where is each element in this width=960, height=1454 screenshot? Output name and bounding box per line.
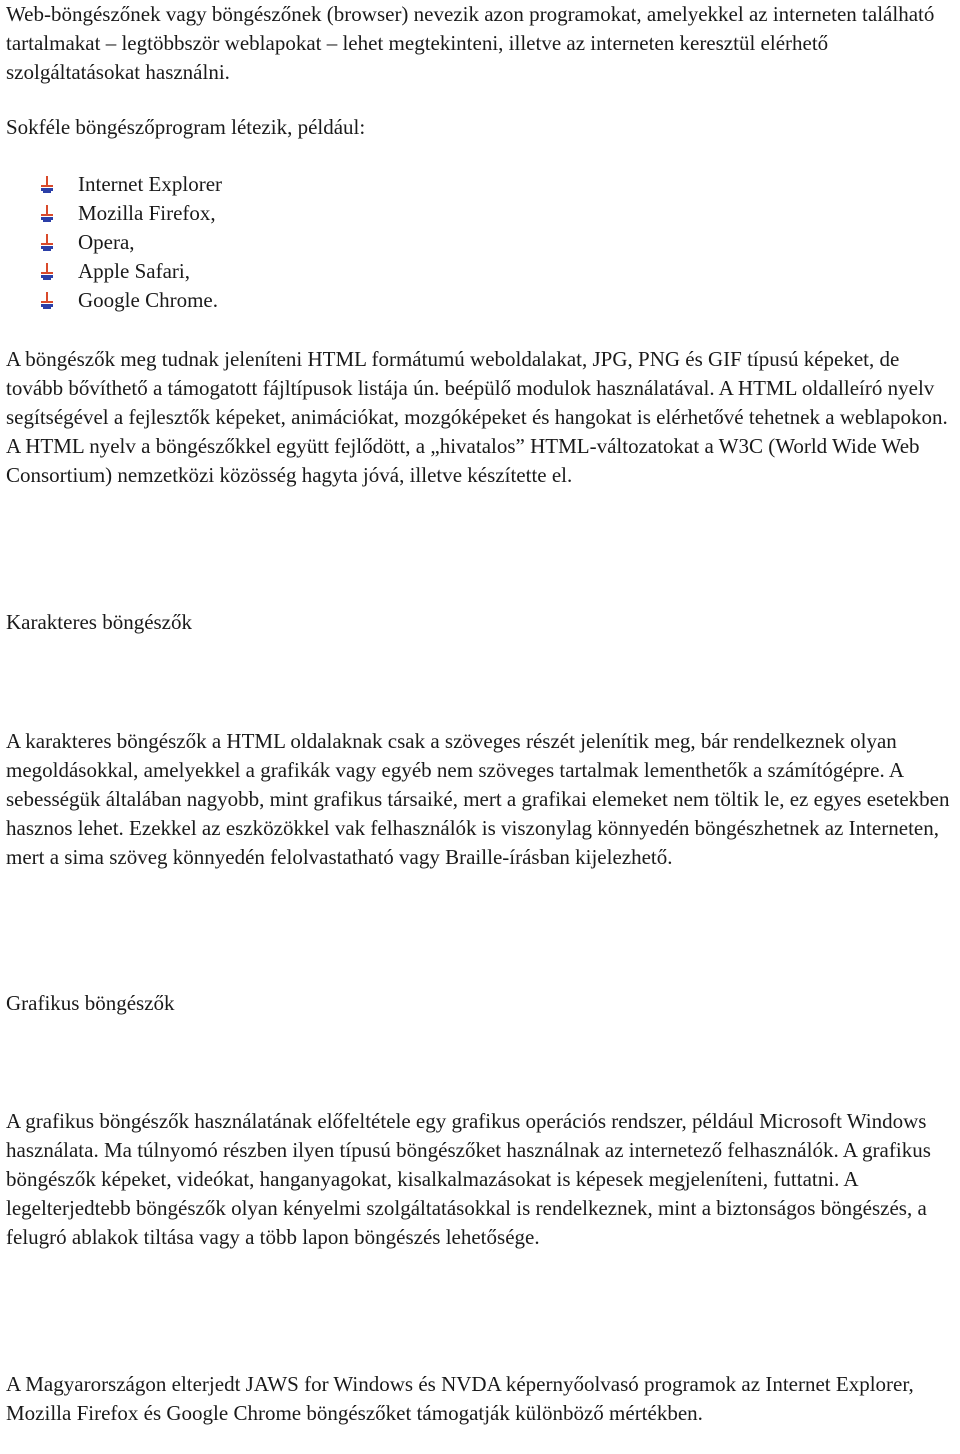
down-arrow-bullet-icon xyxy=(40,263,54,281)
list-item xyxy=(40,228,222,257)
text-browsers-paragraph: A karakteres böngészők a HTML oldalaknak csak a szöveges részét jelenítik meg, bár rendelkeznek olyan megoldásokkal, amelyekkel a grafikák vagy egyéb nem szöveges tartalmak lementhetők a számítógépre. A sebességük általában nagyobb, mint grafikus társaiké, mert a grafikai elemeket nem töltik le, ez egyes esetekben hasznos lehet. Ezekkel az eszközökkel vak felhasználók is viszonylag könnyedén böngészhetnek az Interneten, mert a sima szöveg könnyedén felolvastatható vagy Braille-írásban kijelezhető. xyxy=(6,729,950,869)
browser-list xyxy=(40,170,222,315)
file-formats-paragraph: A böngészők meg tudnak jeleníteni HTML formátumú weboldalakat, JPG, PNG és GIF típusú képeket, de tovább bővíthető a támogatott fájltípusok listája ún. beépülő modulok használatával. A HTML oldalleíró nyelv segítségével a fejlesztők képeket, animációkat, mozgóképeket és hangokat is elérhetővé tehetnek a weblapokon. A HTML nyelv a böngészőkkel együtt fejlődött, a „hivatalos” HTML-változatokat a W3C (World Wide Web Consortium) nemzetközi közösség hagyta jóvá, illetve készítette el. xyxy=(6,347,948,487)
list-item-label: Google Chrome. xyxy=(78,288,218,312)
down-arrow-bullet-icon xyxy=(40,234,54,252)
graphic-browsers-paragraph: A grafikus böngészők használatának előfeltétele egy grafikus operációs rendszer, például Microsoft Windows használata. Ma túlnyomó részben ilyen típusú böngészőket használnak az internetező felhasználók. A grafikus böngészők képeket, videókat, hanganyagokat, kisalkalmazásokat is képesek megjeleníteni, futtatni. A legelterjedtebb böngészők olyan kényelmi szolgáltatásokkal is rendelkeznek, mint a biztonságos böngészés, a felugró ablakok tiltása vagy a több lapon böngészés lehetősége. xyxy=(6,1109,931,1249)
section-heading-text-browsers: Karakteres böngészők xyxy=(6,610,193,634)
intro-paragraph: Web-böngészőnek vagy böngészőnek (browser) nevezik azon programokat, amelyekkel az interneten található tartalmakat – legtöbbször weblapokat – lehet megtekinteni, illetve az interneten keresztül elérhető szolgáltatásokat használni. xyxy=(6,2,935,84)
down-arrow-bullet-icon xyxy=(40,176,54,194)
screen-reader-paragraph: A Magyarországon elterjedt JAWS for Windows és NVDA képernyőolvasó programok az Internet Explorer, Mozilla Firefox és Google Chrome böngészőket támogatják különböző mértékben. xyxy=(6,1372,914,1425)
down-arrow-bullet-icon xyxy=(40,292,54,310)
list-item xyxy=(40,170,222,199)
list-item xyxy=(40,257,222,286)
list-item-label: Mozilla Firefox, xyxy=(78,201,216,225)
list-item xyxy=(40,286,222,315)
list-item-label: Apple Safari, xyxy=(78,259,190,283)
list-item-label: Opera, xyxy=(78,230,135,254)
list-item xyxy=(40,199,222,228)
section-heading-graphic-browsers: Grafikus böngészők xyxy=(6,991,175,1015)
browser-list-intro: Sokféle böngészőprogram létezik, például: xyxy=(6,115,366,139)
list-item-label: Internet Explorer xyxy=(78,172,223,196)
down-arrow-bullet-icon xyxy=(40,205,54,223)
